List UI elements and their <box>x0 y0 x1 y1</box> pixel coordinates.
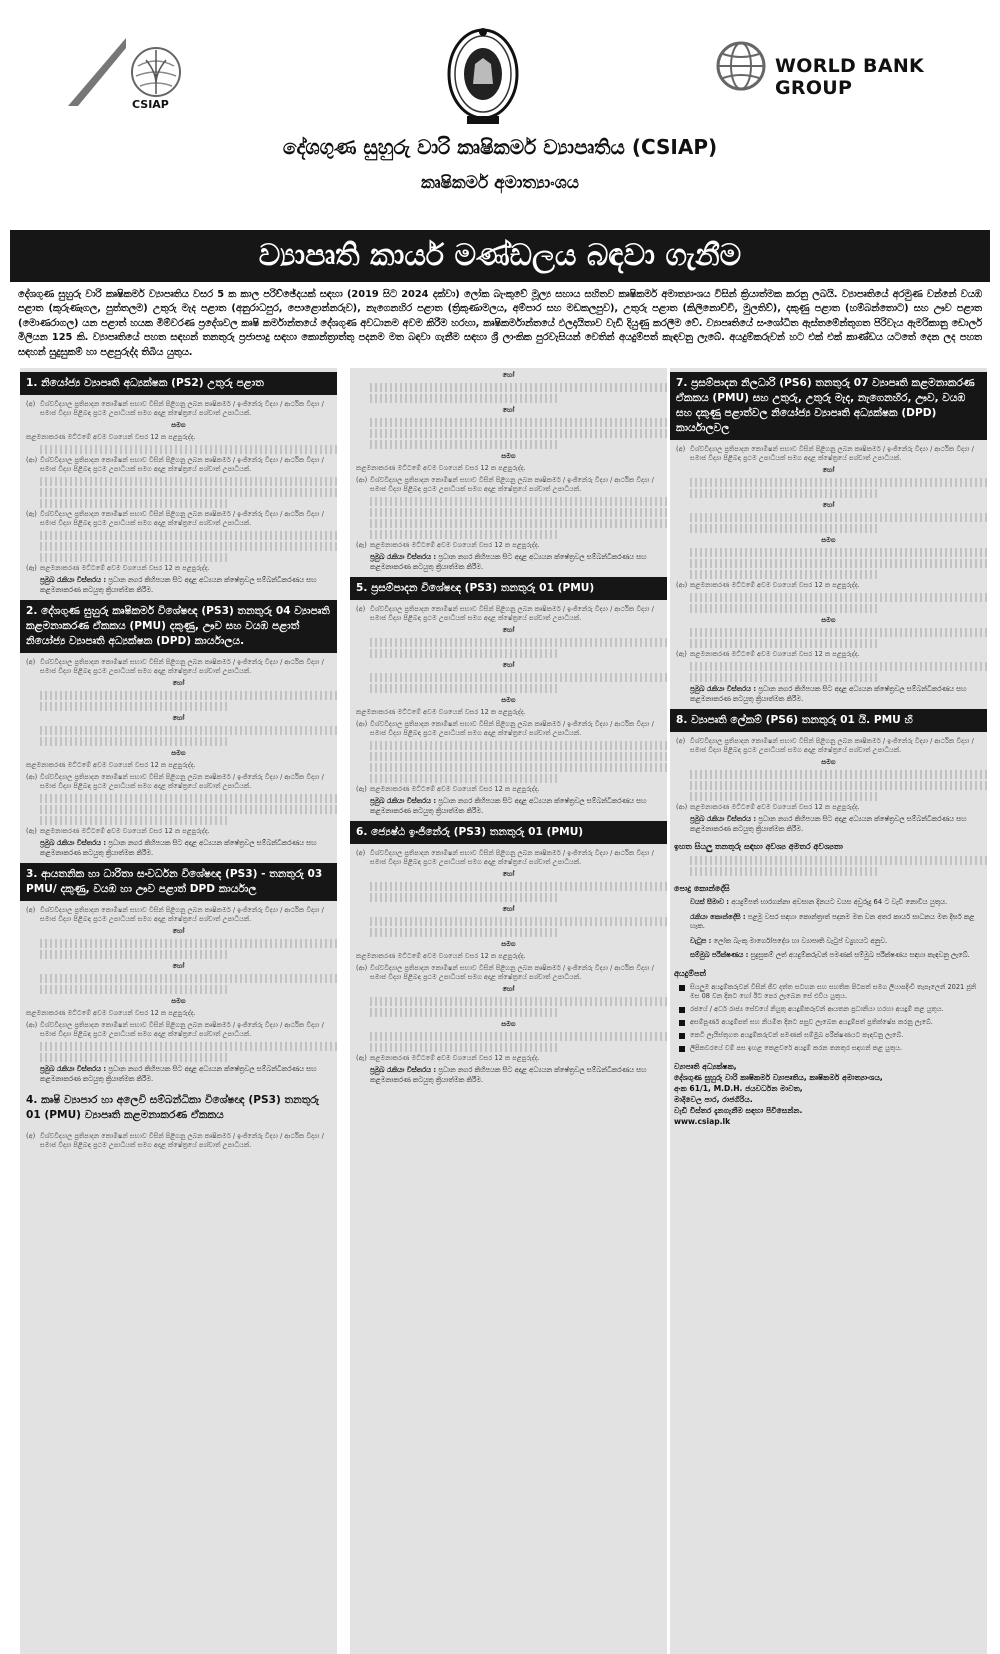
salary: වැටුප : ලෝක බැංකු මාර්ගෝපදේශ හා ව්‍යාපෘති වැටුප් ව්‍යුහයට අනුව. <box>690 936 888 945</box>
vacancy-banner: ව්‍යාපෘති කාර්ය මණ්ඩලය බඳවා ගැනීම <box>10 230 990 282</box>
section-heading: 2. දේශගුණ සුහුරු කෘෂිකර්ම විශේෂඥ (PS3) තනතුරු 04 ව්‍යාපෘති කළමනාකරණ ඒකකය (PMU) දකුණු, ඌව සහ වයඹ පළාත් නියෝජ්‍ය ව්‍යාපෘති අධ්‍යක්ෂක (DPD) කාර්යාලය. <box>20 600 337 653</box>
text-line <box>370 429 667 438</box>
text-line <box>40 805 337 814</box>
text-line <box>370 508 667 517</box>
qualification-item: (ආ) කළමනාකරණ මට්ටමේ අවම වශයෙන් වසර 12 ක පළපුරුද්ද. <box>676 803 860 812</box>
separator-or: හෝ <box>502 905 515 914</box>
text-line <box>40 726 337 735</box>
key-duties: ප්‍රමුඛ රැකියා විස්තරය : ප්‍රධාන නගර කිහිපයක සිට අදාළ අධ්‍යයන ක්ෂේත්‍රවල සම්බන්ධීකරණය සහ කළමනාකරණ කටයුතු ක්‍රියාත්මක කිරීම. <box>690 815 967 833</box>
qualification-item: කළමනාකරණ මට්ටමේ අවම වශයෙන් වසර 12 ක පළපුරුද්ද. <box>356 708 526 717</box>
qualification-item: (ඇ) කළමනාකරණ මට්ටමේ අවම වශයෙන් වසර 12 ක පළපුරුද්ද. <box>26 827 210 836</box>
text-line <box>40 445 337 454</box>
qualification-item: (ඇ) කළමනාකරණ මට්ටමේ අවම වශයෙන් වසර 12 ක පළපුරුද්ද. <box>676 650 860 659</box>
applications-heading: අයදුම්පත් <box>674 968 706 978</box>
additional-requirements-heading: ඉහත සියලු තනතුරු සඳහා අවශ්‍ය අමතර අවශ්‍යතා <box>674 842 843 852</box>
text-line <box>690 570 880 579</box>
text-line <box>690 867 880 876</box>
separator-or: හෝ <box>502 371 515 380</box>
qualification-item: (අ) විශ්වවිද්‍යාල ප්‍රතිපාදන කොමිෂන් සභාව විසින් පිළිගනු ලබන කෘෂිකර්ම / ඉංජිනේරු විද්‍යා / ආර්ථික විද්‍යා / සමාජ විද්‍යා පිළිබඳ ප්‍රථම උපාධියක් සමග අදාළ ක්ෂේත්‍රයේ පශ්චාත් උපාධියක්. <box>676 445 974 463</box>
qualification-item: කළමනාකරණ මට්ටමේ අවම වශයෙන් වසර 12 ක පළපුරුද්ද. <box>26 1009 196 1018</box>
job-terms: රැකියා කොන්දේසි : පළමු වසර සඳහා කොන්ත්‍රාත් පදනම මත වන අතර කාර්ය සාධනය මත දීර්ඝ කළ හැක. <box>690 912 975 931</box>
header <box>10 8 990 230</box>
text-line <box>40 499 230 508</box>
vacancy-columns <box>10 368 990 1654</box>
key-duties: ප්‍රමුඛ රැකියා විස්තරය : ප්‍රධාන නගර කිහිපයක සිට අදාළ අධ්‍යයන ක්ෂේත්‍රවල සම්බන්ධීකරණය සහ කළමනාකරණ කටයුතු ක්‍රියාත්මක කිරීම. <box>40 1065 317 1083</box>
separator-or: හෝ <box>502 406 515 415</box>
world-bank-text: WORLD BANK GROUP <box>775 55 925 99</box>
qualification-item: (අ) විශ්වවිද්‍යාල ප්‍රතිපාදන කොමිෂන් සභාව විසින් පිළිගනු ලබන කෘෂිකර්ම / ඉංජිනේරු විද්‍යා / ආර්ථික විද්‍යා / සමාජ විද්‍යා පිළිබඳ ප්‍රථම උපාධියක් සමග අදාළ ක්ෂේත්‍රයේ පශ්චාත් උපාධියක්. <box>26 906 324 924</box>
text-line <box>40 1042 337 1051</box>
section-heading: 8. ව්‍යාපෘති ලේකම් (PS6) තනතුරු 01 යි. PMU හි <box>670 709 987 732</box>
text-line <box>370 418 667 427</box>
qualification-item: (ආ) විශ්වවිද්‍යාල ප්‍රතිපාදන කොමිෂන් සභාව විසින් පිළිගනු ලබන කෘෂිකර්ම / ඉංජිනේරු විද්‍යා / ආර්ථික විද්‍යා / සමාජ විද්‍යා පිළිබඳ ප්‍රථම උපාධියක් සමග අදාළ ක්ෂේත්‍රයේ පශ්චාත් උපාධියක්. <box>26 456 324 474</box>
text-line <box>370 752 667 761</box>
separator-and: සමග <box>821 536 836 545</box>
key-duties: ප්‍රමුඛ රැකියා විස්තරය : ප්‍රධාන නගර කිහිපයක සිට අදාළ අධ්‍යයන ක්ෂේත්‍රවල සම්බන්ධීකරණය සහ කළමනාකරණ කටයුතු ක්‍රියාත්මක කිරීම. <box>370 553 647 571</box>
qualification-item: (අ) විශ්වවිද්‍යාල ප්‍රතිපාදන කොමිෂන් සභාව විසින් පිළිගනු ලබන කෘෂිකර්ම / ඉංජිනේරු විද්‍යා / ආර්ථික විද්‍යා / සමාජ විද්‍යා පිළිබඳ ප්‍රථම උපාධියක් සමග අදාළ ක්ෂේත්‍රයේ පශ්චාත් උපාධියක්. <box>676 737 974 755</box>
application-rule: අසම්පූර්ණ අයදුම්පත් සහ නියමිත දිනට පසුව ලැබෙන අයදුම්පත් ප්‍රතික්ෂේප කරනු ලැබේ. <box>690 1018 987 1027</box>
separator-or: හෝ <box>172 927 185 936</box>
separator-and: සමග <box>171 749 186 758</box>
qualification-item: කළමනාකරණ මට්ටමේ අවම වශයෙන් වසර 12 ක පළපුරුද්ද. <box>26 761 196 770</box>
csiap-emblem-icon <box>66 36 196 116</box>
text-line <box>690 513 987 522</box>
text-line <box>690 673 880 682</box>
text-line <box>690 639 880 648</box>
qualification-item: (ඇ) කළමනාකරණ මට්ටමේ අවම වශයෙන් වසර 12 ක පළපුරුද්ද. <box>356 1054 540 1063</box>
section-heading: 4. කෘෂි ව්‍යාපාර හා අලෙවි සම්බන්ධිකා විශේෂඥ (PS3) තනතුරු 01 (PMU) ව්‍යාපෘති කළමනාකරණ ඒකකය <box>26 1094 320 1122</box>
text-line <box>690 524 880 533</box>
world-bank-logo <box>715 40 985 100</box>
text-line <box>40 985 230 994</box>
separator-and: සමග <box>501 452 516 461</box>
qualification-item: (අ) විශ්වවිද්‍යාල ප්‍රතිපාදන කොමිෂන් සභාව විසින් පිළිගනු ලබන කෘෂිකර්ම / ඉංජිනේරු විද්‍යා / ආර්ථික විද්‍යා / සමාජ විද්‍යා පිළිබඳ ප්‍රථම උපාධියක් සමග අදාළ ක්ෂේත්‍රයේ පශ්චාත් උපාධියක්. <box>26 658 324 676</box>
text-line <box>690 770 987 779</box>
qualification-item: කළමනාකරණ මට්ටමේ අවම වශයෙන් වසර 12 ක පළපුරුද්ද. <box>26 433 196 442</box>
separator-or: හෝ <box>502 870 515 879</box>
globe-icon <box>715 40 767 92</box>
section-heading: 6. ජ්‍යෙෂ්ඨ ඉංජිනේරු (PS3) තනතුරු 01 (PMU) <box>350 821 667 844</box>
application-rule: ලිපිකවරයේ වම් පස ඉහළ කෙළවරේ අයදුම් කරන තනතුර සඳහන් කළ යුතුය. <box>690 1044 987 1053</box>
text-line <box>370 394 560 403</box>
separator-and: සමග <box>821 758 836 767</box>
qualification-item: (ඇ) කළමනාකරණ මට්ටමේ අවම වශයෙන් වසර 12 ක පළපුරුද්ද. <box>356 541 540 550</box>
qualification-item: (අ) විශ්වවිද්‍යාල ප්‍රතිපාදන කොමිෂන් සභාව විසින් පිළිගනු ලබන කෘෂිකර්ම / ඉංජිනේරු විද්‍යා / ආර්ථික විද්‍යා / සමාජ විද්‍යා පිළිබඳ ප්‍රථම උපාධියක් සමග අදාළ ක්ෂේත්‍රයේ පශ්චාත් උපාධියක්. <box>26 400 324 418</box>
website-link[interactable]: www.csiap.lk <box>674 1116 731 1126</box>
text-line <box>370 1032 667 1041</box>
separator-or: හෝ <box>502 985 515 994</box>
separator-or: හෝ <box>822 466 835 475</box>
key-duties: ප්‍රමුඛ රැකියා විස්තරය : ප්‍රධාන නගර කිහිපයක සිට අදාළ අධ්‍යයන ක්ෂේත්‍රවල සම්බන්ධීකරණය සහ කළමනාකරණ කටයුතු ක්‍රියාත්මක කිරීම. <box>40 839 317 857</box>
separator-and: සමග <box>821 616 836 625</box>
text-line <box>690 604 880 613</box>
text-line <box>40 477 337 486</box>
text-line <box>40 702 230 711</box>
general-conditions-heading: පොදු කොන්දේසි <box>674 884 730 894</box>
text-line <box>370 497 667 506</box>
qualification-item: (ආ) විශ්වවිද්‍යාල ප්‍රතිපාදන කොමිෂන් සභාව විසින් පිළිගනු ලබන කෘෂිකර්ම / ඉංජිනේරු විද්‍යා / ආර්ථික විද්‍යා / සමාජ විද්‍යා පිළිබඳ ප්‍රථම උපාධියක් සමග අදාළ ක්ෂේත්‍රයේ පශ්චාත් උපාධියක්. <box>26 773 324 791</box>
text-line <box>370 684 560 693</box>
text-line <box>370 440 560 449</box>
separator-and: සමග <box>501 940 516 949</box>
section-heading: 7. ප්‍රසම්පාදන නිලධාරි (PS6) තනතුරු 07 ව්‍යාපෘති කළමනාකරණ ඒකකය (PMU) සහ උතුරු, උතුරු මැද, නැගෙනහිර, ඌව, වයඹ සහ දකුණු පළාත්වල නියෝජ්‍ය ව්‍යාපෘති අධ්‍යක්ෂක (DPD) කාර්යාලවල <box>670 372 987 440</box>
qualification-item: (අ) විශ්වවිද්‍යාල ප්‍රතිපාදන කොමිෂන් සභාව විසින් පිළිගනු ලබන කෘෂිකර්ම / ඉංජිනේරු විද්‍යා / ආර්ථික විද්‍යා / සමාජ විද්‍යා පිළිබඳ ප්‍රථම උපාධියක් සමග අදාළ ක්ෂේත්‍රයේ පශ්චාත් උපාධියක්. <box>356 849 654 867</box>
key-duties: ප්‍රමුඛ රැකියා විස්තරය : ප්‍රධාන නගර කිහිපයක සිට අදාළ අධ්‍යයන ක්ෂේත්‍රවල සම්බන්ධීකරණය සහ කළමනාකරණ කටයුතු ක්‍රියාත්මක කිරීම. <box>690 685 967 703</box>
separator-and: සමග <box>171 421 186 430</box>
text-line <box>40 950 230 959</box>
postal-address: ව්‍යාපෘති අධ්‍යක්ෂක, දේශගුණ සුහුරු වාරි කෘෂිකර්ම ව්‍යාපෘතිය, කෘෂිකර්ම අමාත්‍යාංශය, අංක 61/1, M.D.H. ජයවර්ධන මාවත, මාදිවෙල පාර, රාජගිරිය. වැඩි විස්තර දැනගැනීම සඳහා පිවිසෙන්න. www.csiap.lk <box>674 1061 987 1127</box>
separator-or: හෝ <box>502 626 515 635</box>
separator-or: හෝ <box>172 962 185 971</box>
text-line <box>370 774 560 783</box>
text-line <box>40 737 230 746</box>
text-line <box>690 628 987 637</box>
separator-and: සමග <box>501 1020 516 1029</box>
key-duties: ප්‍රමුඛ රැකියා විස්තරය : ප්‍රධාන නගර කිහිපයක සිට අදාළ අධ්‍යයන ක්ෂේත්‍රවල සම්බන්ධීකරණය සහ කළමනාකරණ කටයුතු ක්‍රියාත්මක කිරීම. <box>40 576 317 594</box>
separator-or: හෝ <box>172 714 185 723</box>
text-line <box>690 559 987 568</box>
text-line <box>370 383 667 392</box>
text-line <box>690 478 987 487</box>
separator-and: සමග <box>501 696 516 705</box>
key-duties: ප්‍රමුඛ රැකියා විස්තරය : ප්‍රධාන නගර කිහිපයක සිට අදාළ අධ්‍යයන ක්ෂේත්‍රවල සම්බන්ධීකරණය සහ කළමනාකරණ කටයුතු ක්‍රියාත්මක කිරීම. <box>370 1066 647 1084</box>
intro-paragraph: දේශගුණ සුහුරු වාරි කෘෂිකර්ම ව්‍යාපෘතිය වසර 5 ක කාල පරිච්ඡේදයක් සඳහා (2019 සිට 2024 දක්වා) ලෝක බැංකුවේ මූල්‍ය සහාය සහිතව කෘෂිකර්ම අමාත්‍යාංශය විසින් ක්‍රියාත්මක කරනු ලබයි. ව්‍යාපෘතියේ අරමුණ වන්නේ වයඹ පළාත (කුරුණෑගල, පුත්තලම) උතුරු මැද පළාත (අනුරාධපුර, පොළොන්නරුව), නැගෙනහිර පළාත (ත්‍රිකුණාමලය, අම්පාර සහ මඩකලපුව), උතුරු පළාත (කිලිනොච්චි, මුලතිව්), දකුණු පළාත (හම්බන්තොට) සහ ඌව පළාත (මොණරාගල) යන පළාත් හයක මිම්වරණ ප්‍රදේශවල කෘෂි කර්මාන්තයේ දේශගුණ අවධානම අවම කිරීම හරහා, කෘෂිකර්මාන්තයේ ඵලදායිතාව වැඩි දියුණු කරලීම වේ. ව්‍යාපෘතියේ සංශෝධිත ඇස්තමේන්තුගත පිරිවැය ඇමරිකානු ඩොලර් මිලියන 125 කි. ව්‍යාපෘතියේ පහත සඳහන් තනතුරු ප්‍රජාපාදු සඳහා කොන්ත්‍රාත්තු පදනම මත බඳවා ගැනීම සඳහා ශ්‍රී ලාංකික පුරවැසියන් වෙතින් අයදුම්පත් කැඳවනු ලැබේ. අයදුම්කරුවන් හට එක් එක් කාණ්ඩය යටතේ දෙන ලද පහත සඳහන් සුදුසුකම් හා පළපුරුද්ද තිබිය යුතුය. <box>18 289 982 358</box>
text-line <box>370 917 667 926</box>
text-line <box>40 488 337 497</box>
text-line <box>690 662 987 671</box>
csiap-logo <box>66 36 196 116</box>
qualification-item: (අ) විශ්වවිද්‍යාල ප්‍රතිපාදන කොමිෂන් සභාව විසින් පිළිගනු ලබන කෘෂිකර්ම / ඉංජිනේරු විද්‍යා / ආර්ථික විද්‍යා / සමාජ විද්‍යා පිළිබඳ ප්‍රථම උපාධියක් සමග අදාළ ක්ෂේත්‍රයේ පශ්චාත් උපාධියක්. <box>26 1132 324 1150</box>
qualification-item: (ආ) විශ්වවිද්‍යාල ප්‍රතිපාදන කොමිෂන් සභාව විසින් පිළිගනු ලබන කෘෂිකර්ම / ඉංජිනේරු විද්‍යා / ආර්ථික විද්‍යා / සමාජ විද්‍යා පිළිබඳ ප්‍රථම උපාධියක් සමග අදාළ ක්ෂේත්‍රයේ පශ්චාත් උපාධියක්. <box>26 1021 324 1039</box>
text-line <box>370 997 667 1006</box>
key-duties: ප්‍රමුඛ රැකියා විස්තරය : ප්‍රධාන නගර කිහිපයක සිට අදාළ අධ්‍යයන ක්ෂේත්‍රවල සම්බන්ධීකරණය සහ කළමනාකරණ කටයුතු ක්‍රියාත්මක කිරීම. <box>370 797 647 815</box>
age-limit: වයස් සීමාව : අයදුම්පත් භාරගන්නා අවසාන දිනයට වයස අවුරුදු 64 ට වැඩි නොවිය යුතුය. <box>690 898 948 907</box>
section-heading: 5. ප්‍රසම්පාදන විශේෂඥ (PS3) තනතුරු 01 (PMU) <box>350 577 667 600</box>
project-title: දේශගුණ සුහුරු වාරි කෘෂිකර්ම ව්‍යාපෘතිය (CSIAP) <box>282 135 718 159</box>
ministry-name: කෘෂිකර්ම අමාත්‍යාංශය <box>421 173 579 193</box>
text-line <box>370 882 667 891</box>
text-line <box>690 781 987 790</box>
text-line <box>690 489 880 498</box>
separator-and: සමග <box>171 997 186 1006</box>
application-rule: කෙටි ලැයිස්තුගත අයදුම්කරුවන් පමණක් සම්මුඛ පරීක්ෂණයට කැඳවනු ලැබේ. <box>690 1031 987 1040</box>
qualification-item: (ආ) විශ්වවිද්‍යාල ප්‍රතිපාදන කොමිෂන් සභාව විසින් පිළිගනු ලබන කෘෂිකර්ම / ඉංජිනේරු විද්‍යා / ආර්ථික විද්‍යා / සමාජ විද්‍යා පිළිබඳ ප්‍රථම උපාධියක් සමග අදාළ ක්ෂේත්‍රයේ පශ්චාත් උපාධියක්. <box>356 476 654 494</box>
section-heading: 1. නියෝජ්‍ය ව්‍යාපෘති අධ්‍යක්ෂක (PS2) උතුරු පළාත <box>20 372 337 395</box>
text-line <box>40 553 230 562</box>
text-line <box>40 939 337 948</box>
interview: සම්මුඛ පරීක්ෂණය : සුදුසුකම් ලත් අයදුම්කරුවන් පමණක් සම්මුඛ පරීක්ෂණය සඳහා කැඳවනු ලැබේ. <box>690 951 970 960</box>
text-line <box>40 531 337 540</box>
text-line <box>40 1053 230 1062</box>
text-line <box>370 928 560 937</box>
column-1 <box>20 368 337 1654</box>
text-line <box>370 638 667 647</box>
text-line <box>40 794 337 803</box>
text-line <box>370 649 560 658</box>
qualification-item: (ඈ) කළමනාකරණ මට්ටමේ අවම වශයෙන් වසර 12 ක පළපුරුද්ද. <box>26 564 210 573</box>
text-line <box>690 792 880 801</box>
separator-or: හෝ <box>822 501 835 510</box>
national-emblem-icon <box>443 24 523 128</box>
text-line <box>370 1008 560 1017</box>
text-line <box>370 1043 560 1052</box>
text-line <box>370 741 667 750</box>
separator-or: හෝ <box>172 679 185 688</box>
qualification-item: කළමනාකරණ මට්ටමේ අවම වශයෙන් වසර 12 ක පළපුරුද්ද. <box>356 952 526 961</box>
qualification-item: (ආ) විශ්වවිද්‍යාල ප්‍රතිපාදන කොමිෂන් සභාව විසින් පිළිගනු ලබන කෘෂිකර්ම / ඉංජිනේරු විද්‍යා / ආර්ථික විද්‍යා / සමාජ විද්‍යා පිළිබඳ ප්‍රථම උපාධියක් සමග අදාළ ක්ෂේත්‍රයේ පශ්චාත් උපාධියක්. <box>356 720 654 738</box>
text-line <box>370 673 667 682</box>
column-2 <box>350 368 667 1654</box>
csiap-logo-text: CSIAP <box>132 98 169 111</box>
text-line <box>370 763 667 772</box>
text-line <box>40 974 337 983</box>
text-line <box>370 530 560 539</box>
sri-lanka-emblem <box>443 24 523 128</box>
application-rule: සියලුම අයදුම්කරුවන් විසින් ජීව දත්ත සටහන සහ සහතික පිටපත් සමග ලියාපදිංචි තැපෑලෙන් 2021 ජූනි මස 08 වන දිනට හෝ ඊට පෙර ලැබෙන සේ එවිය යුතුය. <box>690 983 987 1001</box>
text-line <box>370 519 667 528</box>
application-rule: රජයේ / අර්ධ රාජ්‍ය සේවයේ නියුතු අයදුම්කරුවන් ආයතන ප්‍රධානියා හරහා අයදුම් කළ යුතුය. <box>690 1005 987 1014</box>
separator-or: හෝ <box>502 661 515 670</box>
text-line <box>690 548 987 557</box>
section-heading: 3. ආයතනික හා ධාරිතා සංවර්ධන විශේෂඥ (PS3) - තනතුරු 03 PMU/ දකුණු, වයඹ හා ඌව පළාත් DPD කාර්යාල <box>20 863 337 901</box>
text-line <box>40 816 230 825</box>
column-3 <box>670 368 987 1654</box>
qualification-item: (ඇ) විශ්වවිද්‍යාල ප්‍රතිපාදන කොමිෂන් සභාව විසින් පිළිගනු ලබන කෘෂිකර්ම / ඉංජිනේරු විද්‍යා / ආර්ථික විද්‍යා / සමාජ විද්‍යා පිළිබඳ ප්‍රථම උපාධියක් සමග අදාළ ක්ෂේත්‍රයේ පශ්චාත් උපාධියක්. <box>26 510 324 528</box>
qualification-item: (ආ) විශ්වවිද්‍යාල ප්‍රතිපාදන කොමිෂන් සභාව විසින් පිළිගනු ලබන කෘෂිකර්ම / ඉංජිනේරු විද්‍යා / ආර්ථික විද්‍යා / සමාජ විද්‍යා පිළිබඳ ප්‍රථම උපාධියක් සමග අදාළ ක්ෂේත්‍රයේ පශ්චාත් උපාධියක්. <box>356 964 654 982</box>
qualification-item: කළමනාකරණ මට්ටමේ අවම වශයෙන් වසර 12 ක පළපුරුද්ද. <box>356 464 526 473</box>
text-line <box>40 542 337 551</box>
qualification-item: (ආ) කළමනාකරණ මට්ටමේ අවම වශයෙන් වසර 12 ක පළපුරුද්ද. <box>676 581 860 590</box>
text-line <box>40 691 337 700</box>
qualification-item: (ඇ) කළමනාකරණ මට්ටමේ අවම වශයෙන් වසර 12 ක පළපුරුද්ද. <box>356 785 540 794</box>
text-line <box>690 856 987 865</box>
qualification-item: (අ) විශ්වවිද්‍යාල ප්‍රතිපාදන කොමිෂන් සභාව විසින් පිළිගනු ලබන කෘෂිකර්ම / ඉංජිනේරු විද්‍යා / ආර්ථික විද්‍යා / සමාජ විද්‍යා පිළිබඳ ප්‍රථම උපාධියක් සමග අදාළ ක්ෂේත්‍රයේ පශ්චාත් උපාධියක්. <box>356 605 654 623</box>
text-line <box>690 593 987 602</box>
text-line <box>370 893 560 902</box>
